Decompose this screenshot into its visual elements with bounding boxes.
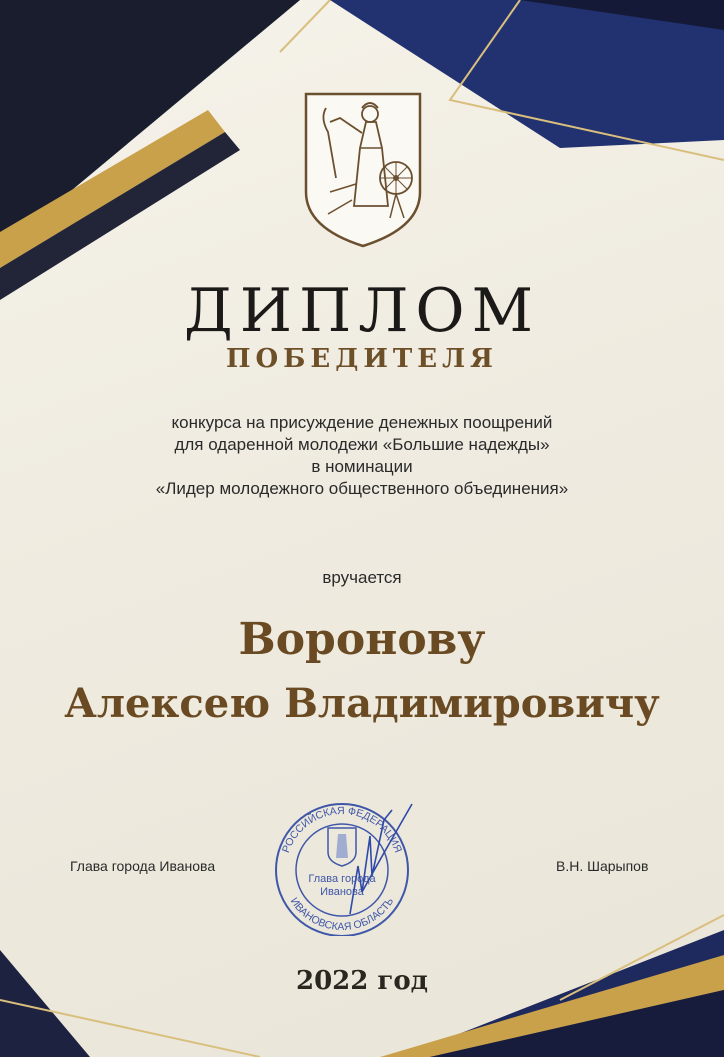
description-line: конкурса на присуждение денежных поощрений — [171, 413, 553, 432]
description-line: для одаренной молодежи «Большие надежды» — [174, 435, 550, 454]
seal-center-line2: Иванова — [320, 886, 364, 898]
diploma-subtitle: ПОБЕДИТЕЛЯ — [225, 344, 498, 374]
seal-center-line1: Глава города — [308, 873, 376, 885]
signatory-title: Глава города Иванова — [70, 858, 216, 874]
recipient-surname: Воронову — [238, 614, 486, 665]
ivanovo-coat-of-arms-icon — [300, 88, 426, 250]
award-year: 2022 год — [295, 966, 429, 996]
recipient-given-names: Алексею Владимировичу — [64, 680, 660, 727]
official-seal-icon — [262, 796, 422, 936]
seal-ring-bottom-text: ИВАНОВСКАЯ ОБЛАСТЬ — [287, 895, 397, 934]
contest-description — [80, 412, 644, 500]
signatory-name: В.Н. Шарыпов — [556, 858, 649, 874]
description-line: в номинации — [311, 457, 413, 476]
description-line: «Лидер молодежного общественного объединения» — [155, 479, 569, 498]
diploma-title: ДИПЛОМ — [183, 276, 541, 346]
awarded-label: вручается — [322, 568, 402, 587]
seal-ring-top-text: РОССИЙСКАЯ ФЕДЕРАЦИЯ — [280, 804, 404, 855]
